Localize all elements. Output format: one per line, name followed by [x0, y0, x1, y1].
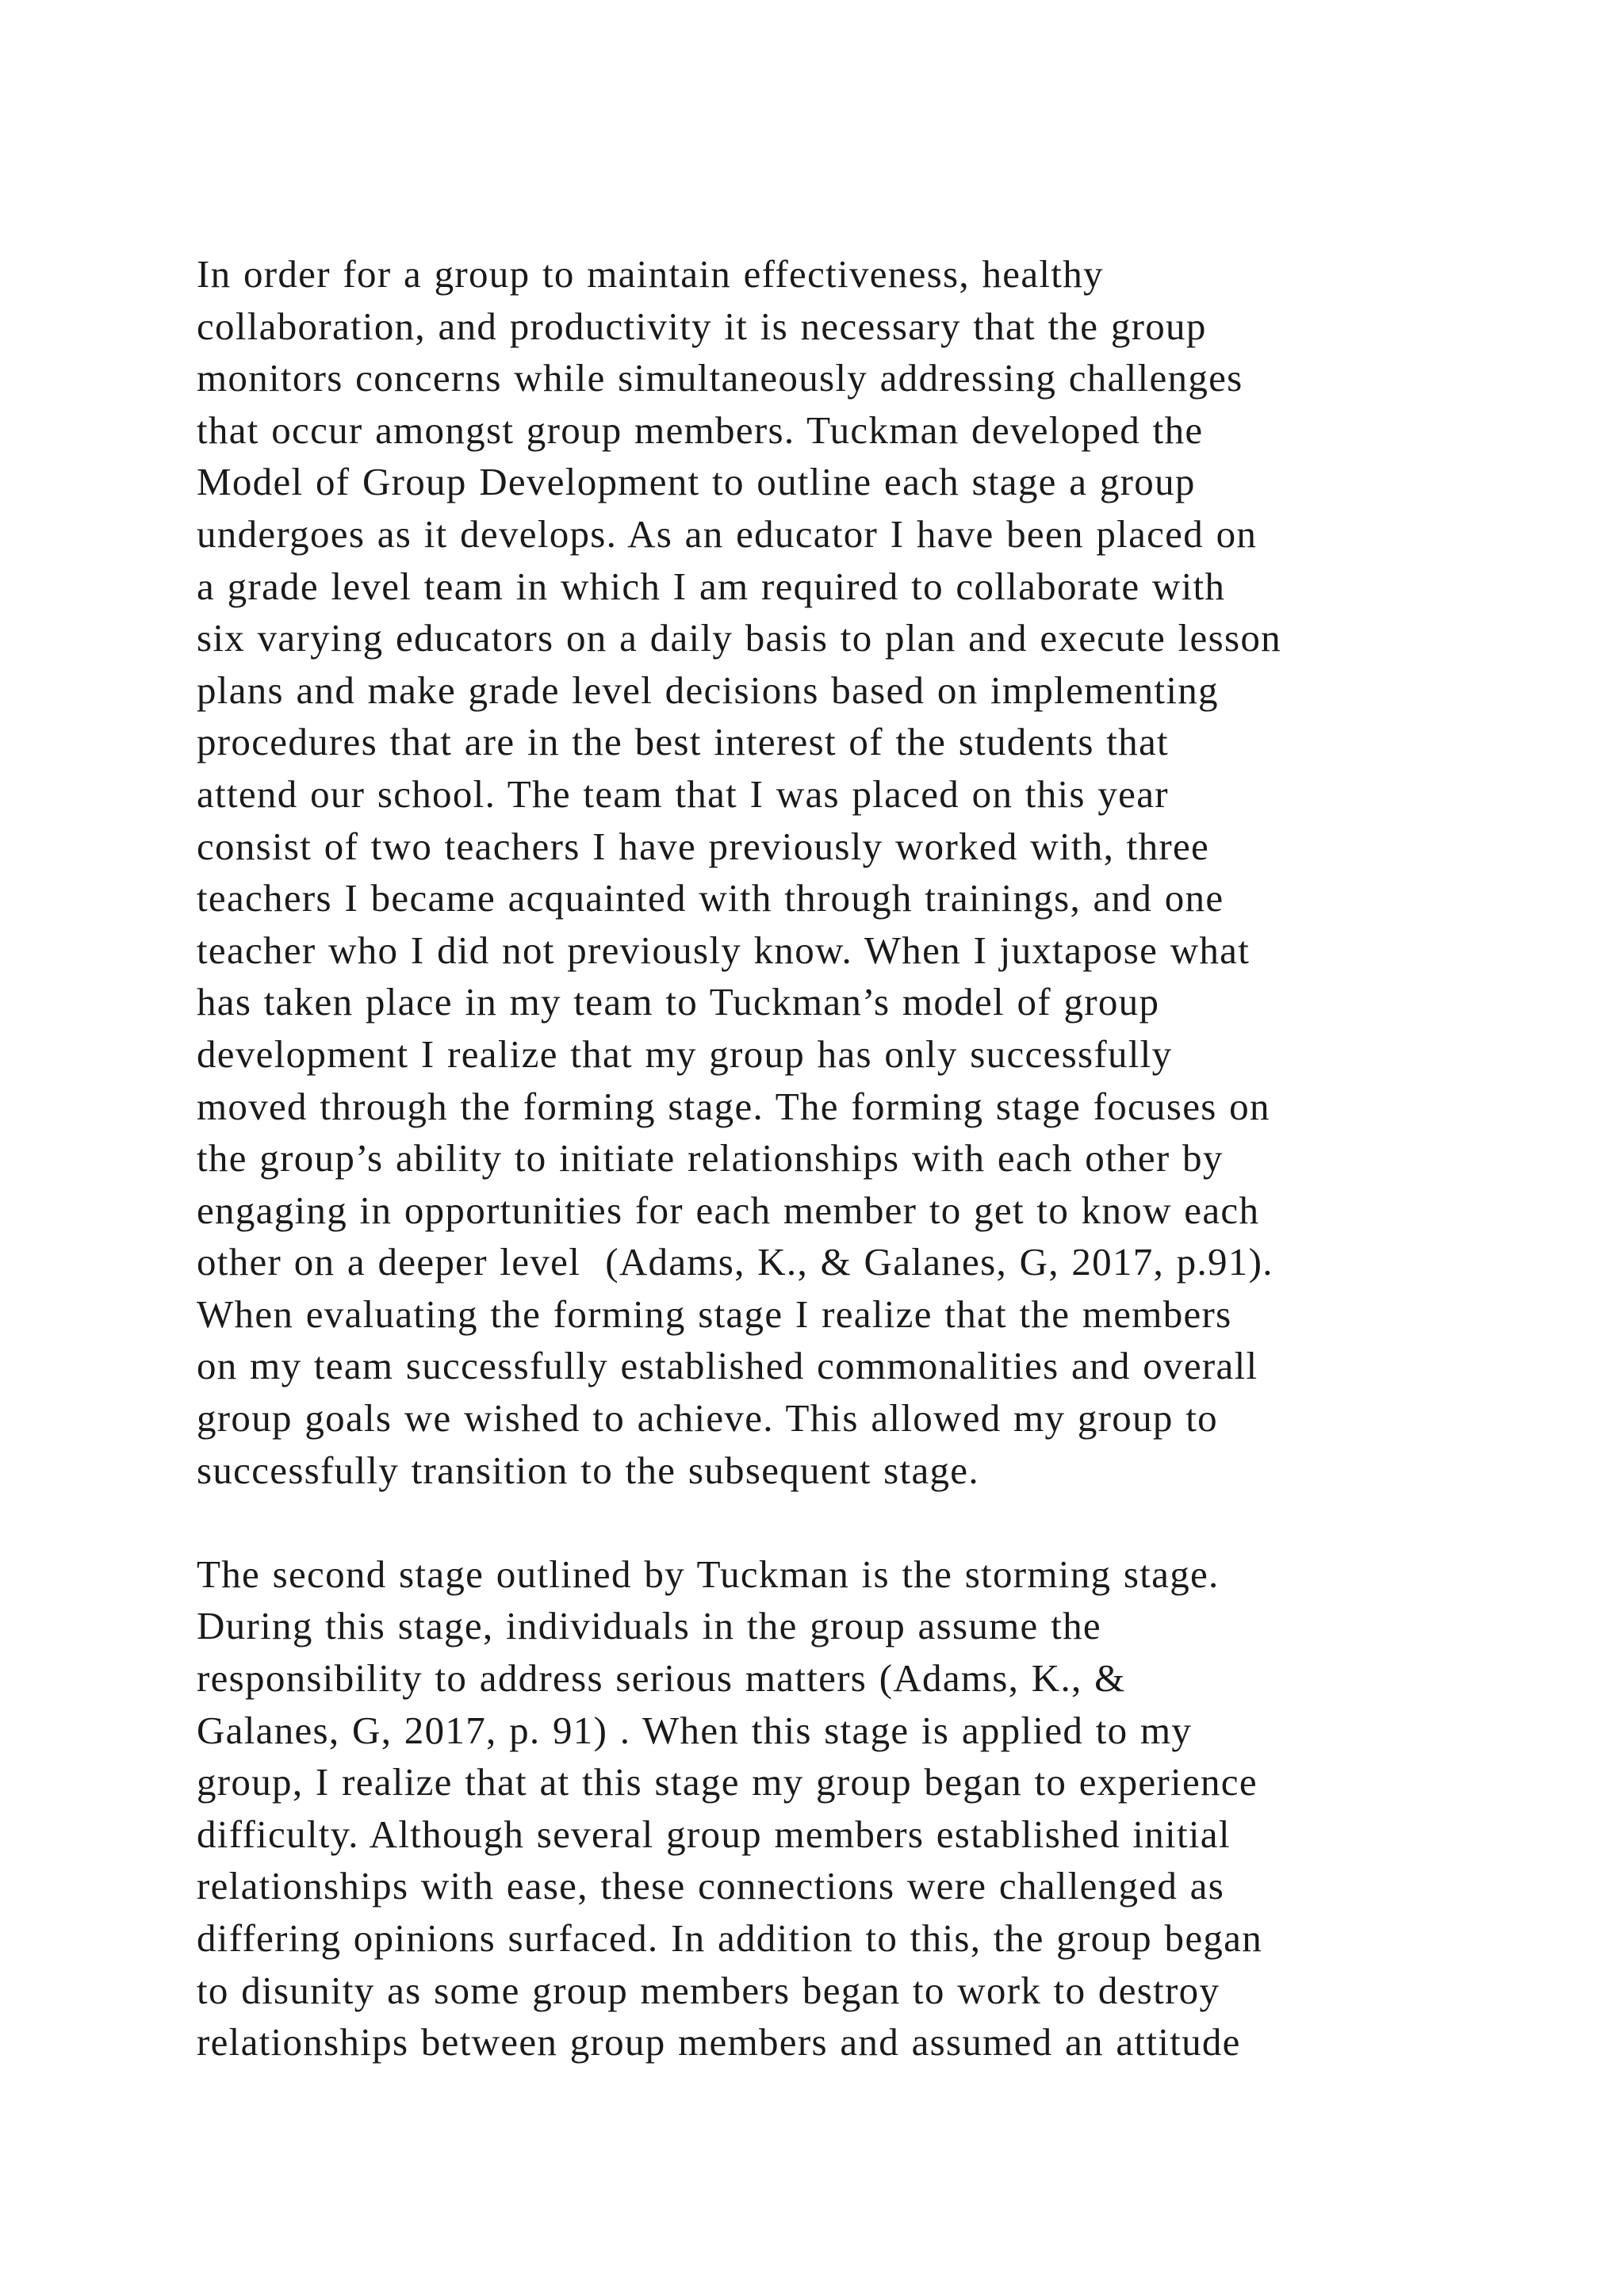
paragraph-2: [197, 1548, 1529, 2068]
text-line: undergoes as it develops. As an educator I have been placed on: [197, 511, 1258, 556]
text-line: on my team successfully established commonalities and overall: [197, 1344, 1258, 1388]
text-line: The second stage outlined by Tuckman is the storming stage.: [197, 1552, 1220, 1596]
text-line: six varying educators on a daily basis to plan and execute lesson: [197, 616, 1281, 660]
text-line: has taken place in my team to Tuckman’s model of group: [197, 980, 1160, 1024]
text-line: that occur amongst group members. Tuckman developed the: [197, 408, 1204, 452]
text-line: In order for a group to maintain effectiveness, healthy: [197, 252, 1104, 296]
text-line: differing opinions surfaced. In addition to this, the group began: [197, 1916, 1263, 1960]
text-line: teacher who I did not previously know. When I juxtapose what: [197, 928, 1251, 972]
text-line: successfully transition to the subsequent stage.: [197, 1448, 979, 1492]
text-line: group goals we wished to achieve. This allowed my group to: [197, 1396, 1218, 1441]
text-line: Galanes, G, 2017, p. 91) . When this stage is applied to my: [197, 1708, 1193, 1752]
text-line: procedures that are in the best interest of the students that: [197, 720, 1169, 764]
text-line: responsibility to address serious matters (Adams, K., &: [197, 1656, 1126, 1701]
text-line: Model of Group Development to outline each stage a group: [197, 460, 1196, 504]
text-line: difficulty. Although several group members established initial: [197, 1812, 1231, 1856]
text-line: other on a deeper level (Adams, K., & Galanes, G, 2017, p.91).: [197, 1240, 1274, 1284]
document-body: [197, 248, 1529, 2068]
text-line: moved through the forming stage. The forming stage focuses on: [197, 1084, 1270, 1128]
text-line: development I realize that my group has only successfully: [197, 1031, 1173, 1076]
text-line: monitors concerns while simultaneously addressing challenges: [197, 356, 1243, 400]
text-line: attend our school. The team that I was placed on this year: [197, 771, 1169, 816]
text-line: group, I realize that at this stage my group began to experience: [197, 1760, 1258, 1804]
text-line: consist of two teachers I have previously worked with, three: [197, 824, 1210, 868]
text-line: a grade level team in which I am required to collaborate with: [197, 564, 1226, 608]
text-line: During this stage, individuals in the group assume the: [197, 1604, 1101, 1648]
text-line: relationships with ease, these connections were challenged as: [197, 1864, 1225, 1908]
paragraph-1: [197, 248, 1529, 1496]
text-line: relationships between group members and assumed an attitude: [197, 2020, 1241, 2064]
text-line: collaboration, and productivity it is necessary that the group: [197, 304, 1207, 348]
paragraph-spacer: [197, 1496, 1529, 1548]
text-line: to disunity as some group members began to work to destroy: [197, 1968, 1220, 2012]
text-line: engaging in opportunities for each member to get to know each: [197, 1188, 1260, 1232]
text-line: When evaluating the forming stage I realize that the members: [197, 1292, 1232, 1336]
text-line: the group’s ability to initiate relationships with each other by: [197, 1136, 1224, 1181]
text-line: teachers I became acquainted with through trainings, and one: [197, 876, 1224, 920]
text-line: plans and make grade level decisions based on implementing: [197, 668, 1219, 712]
